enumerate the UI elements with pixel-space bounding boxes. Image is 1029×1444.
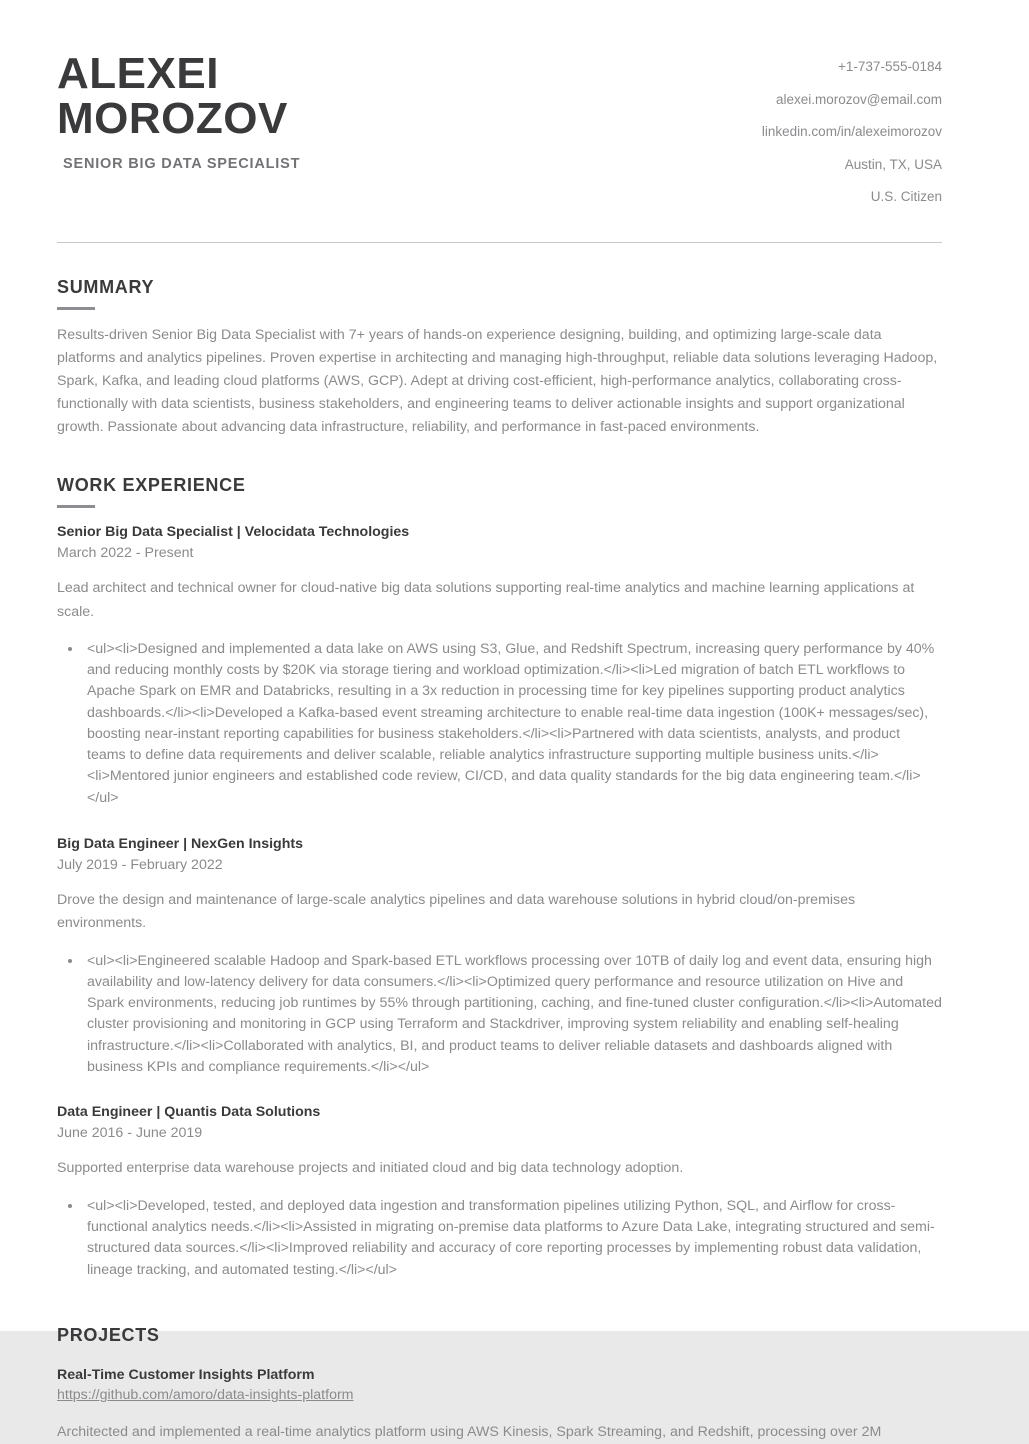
contact-linkedin[interactable]: linkedin.com/in/alexeimorozov (761, 124, 942, 139)
work-entry-dates: July 2019 - February 2022 (57, 856, 223, 873)
work-entry (57, 834, 942, 1078)
work-entry-description: Supported enterprise data warehouse projects and initiated cloud and big data technology adoption. (57, 1160, 684, 1177)
section-title-summary: SUMMARY (57, 276, 155, 297)
first-name: ALEXEI (57, 49, 219, 98)
project-entry (57, 1365, 942, 1444)
list-item: • <ul><li>Designed and implemented a data lake on AWS using S3, Glue, and Redshift Spectrum, increasing query performance by 40% and reducing monthly costs by $20K via storage tiering and workload optimization.</li><li>Led migration of batch ETL workflows to Apache Spark on EMR and Databricks, resulting in a 3x reduction in processing time for key pipelines supporting product analytics dashboards.</li><li>Developed a Kafka-based event streaming architecture to enable real-time data ingestion (100K+ messages/sec), boosting near-instant reporting capabilities for business stakeholders.</li><li>Partnered with data scientists, analysts, and product teams to define data requirements and deliver scalable, reliable analytics infrastructure supporting multiple business units.</li><li>Mentored junior engineers and established code review, CI/CD, and data quality standards for the big data engineering team.</li></ul> (83, 638, 942, 809)
contact-email: alexei.morozov@email.com (775, 91, 942, 107)
page-title (57, 49, 300, 143)
resume-header (57, 0, 942, 204)
section-underline (57, 307, 95, 310)
work-entry-dates: March 2022 - Present (57, 544, 194, 561)
contact-citizenship: U.S. Citizen (870, 189, 942, 204)
contact-location: Austin, TX, USA (844, 156, 942, 172)
work-entry-title: Senior Big Data Specialist | Velocidata Technologies (57, 524, 410, 541)
work-entry (57, 1102, 942, 1281)
section-title-work: WORK EXPERIENCE (57, 475, 246, 496)
work-entry-bullets (57, 638, 942, 809)
section-underline (57, 505, 95, 508)
section-work-experience (57, 475, 942, 1281)
work-entry-description: Drove the design and maintenance of large-scale analytics pipelines and data warehouse solutions in hybrid cloud/on-premises environments. (57, 892, 856, 932)
job-title: SENIOR BIG DATA SPECIALIST (63, 155, 301, 172)
last-name: MOROZOV (57, 93, 288, 143)
project-entry-description: Architected and implemented a real-time analytics platform using AWS Kinesis, Spark Streaming, and Redshift, processing over 2M (57, 1423, 882, 1440)
work-entry-title: Big Data Engineer | NexGen Insights (57, 836, 303, 853)
resume-content (57, 0, 942, 1444)
project-entry-title: Real-Time Customer Insights Platform (57, 1366, 315, 1383)
work-entry-title: Data Engineer | Quantis Data Solutions (57, 1104, 321, 1121)
project-entry-link[interactable]: https://github.com/amoro/data-insights-platform (57, 1387, 354, 1404)
work-entry-dates: June 2016 - June 2019 (57, 1124, 203, 1141)
section-summary (57, 277, 942, 440)
work-entry-bullets (57, 950, 942, 1079)
work-entry-bullets (57, 1195, 942, 1281)
section-projects (57, 1325, 942, 1444)
list-item: • <ul><li>Engineered scalable Hadoop and Spark-based ETL workflows processing over 10TB of daily log and event data, ensuring high availability and low-latency delivery for data consumers.</li><li>Optimized query performance and resource utilization on Hive and Spark environments, reducing job runtimes by 55% through partitioning, caching, and fine-tuned cluster configuration.</li><li>Automated cluster provisioning and monitoring in GCP using Terraform and Stackdriver, improving system reliability and enabling self-healing infrastructure.</li><li>Collaborated with analytics, BI, and product teams to deliver reliable datasets and dashboards aligned with business KPIs and compliance requirements.</li></ul> (83, 950, 942, 1079)
list-item: • <ul><li>Developed, tested, and deployed data ingestion and transformation pipelines utilizing Python, SQL, and Airflow for cross-functional analytics needs.</li><li>Assisted in migrating on-premise data platforms to Azure Data Lake, integrating structured and semi-structured data sources.</li><li>Improved reliability and accuracy of core reporting processes by implementing robust data validation, lineage tracking, and automated testing.</li></ul> (83, 1195, 942, 1281)
name-block (57, 49, 301, 172)
section-title-projects: PROJECTS (57, 1324, 160, 1345)
header-divider (57, 242, 942, 243)
summary-text: Results-driven Senior Big Data Specialist with 7+ years of hands-on experience designing, building, and optimizing large-scale data platforms and analytics pipelines. Proven expertise in architecting and managing high-throughput, reliable data solutions leveraging Hadoop, Spark, Kafka, and leading cloud platforms (AWS, GCP). Adept at driving cost-efficient, high-performance analytics, collaborating cross-functionally with data scientists, business stakeholders, and engineering teams to deliver actionable insights and support organizational growth. Passionate about advancing data infrastructure, reliability, and performance in fast-paced environments. (57, 326, 938, 436)
work-entry (57, 522, 942, 809)
contact-block (762, 52, 942, 204)
contact-phone: +1-737-555-0184 (838, 59, 942, 74)
work-entry-description: Lead architect and technical owner for cloud-native big data solutions supporting real-time analytics and machine learning applications at scale. (57, 580, 915, 620)
